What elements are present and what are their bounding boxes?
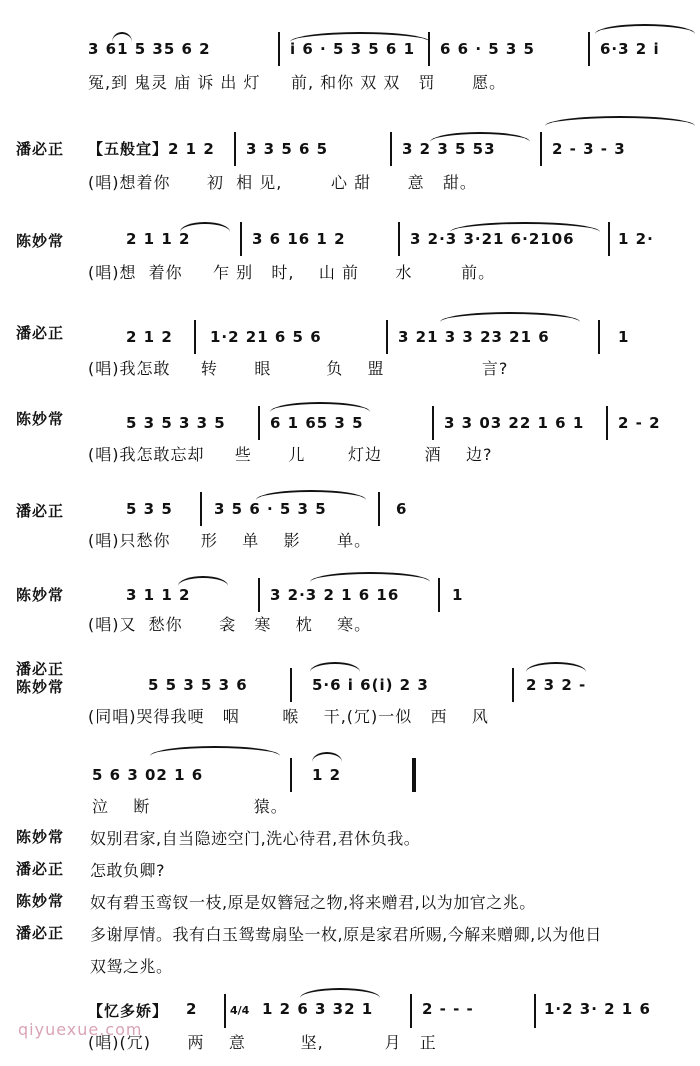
notes-measure: 5 6 3 02 1 6 [92, 766, 204, 784]
notes-measure: 2 [186, 1000, 198, 1018]
slur [256, 490, 366, 500]
end-barline [412, 758, 416, 792]
barline [386, 320, 388, 354]
notes-measure: 2 - 3 - 3 [552, 140, 626, 158]
notes-measure: 3 2 3 5 53 [402, 140, 496, 158]
lyrics: (唱)想 着你 乍 别 时, 山 前 水 前。 [88, 263, 496, 282]
barline [390, 132, 392, 166]
notes-measure: 1 2· [618, 230, 654, 248]
speaker-name: 潘必正 [16, 860, 65, 878]
lyrics: 泣 断 猿。 [92, 797, 288, 816]
barline [290, 668, 292, 702]
notes-measure: 3 2·3 3·21 6·2106 [410, 230, 575, 248]
slur [180, 222, 230, 232]
notes-measure: 3 2·3 2 1 6 16 [270, 586, 400, 604]
notes-measure: 2 - 2 [618, 414, 661, 432]
speaker-name: 潘必正 [16, 324, 65, 342]
notes-measure: 2 3 2 - [526, 676, 587, 694]
notes-measure: 5·6 i 6(i) 2 3 [312, 676, 429, 694]
slur [310, 662, 360, 672]
notes-measure: 3 1 1 2 [126, 586, 191, 604]
barline [240, 222, 242, 256]
notes-measure: 3 61 5 35 6 2 [88, 40, 211, 58]
barline [588, 32, 590, 66]
notes-measure: 3 3 5 6 5 [246, 140, 329, 158]
slur [178, 576, 228, 586]
barline [428, 32, 430, 66]
barline [258, 578, 260, 612]
barline [432, 406, 434, 440]
notes-measure: 5 3 5 [126, 500, 173, 518]
slur [526, 662, 586, 672]
barline [234, 132, 236, 166]
notes-measure: 1 [618, 328, 630, 346]
dialogue-line: 多谢厚情。我有白玉鸳鸯扇坠一枚,原是家君所赐,今解来赠卿,以为他日 [90, 925, 602, 944]
speaker-name: 潘必正 [16, 140, 65, 158]
notes-measure: 3 3 03 22 1 6 1 [444, 414, 585, 432]
barline [512, 668, 514, 702]
slur [270, 402, 370, 412]
barline [398, 222, 400, 256]
notes-measure: 2 - - - [422, 1000, 474, 1018]
speaker-name: 陈妙常 [16, 892, 65, 910]
dialogue-line: 奴别君家,自当隐迹空门,洗心待君,君休负我。 [90, 829, 421, 848]
notes-measure: 6 6 · 5 3 5 [440, 40, 535, 58]
slur [450, 222, 600, 232]
barline [608, 222, 610, 256]
notes-measure: 3 5 6 · 5 3 5 [214, 500, 327, 518]
slur [440, 312, 580, 322]
slur [545, 116, 695, 126]
barline [194, 320, 196, 354]
slur [310, 572, 430, 582]
lyrics: (唱)我怎敢 转 眼 负 盟 言? [88, 359, 509, 378]
notes-measure: 1·2 3· 2 1 6 [544, 1000, 651, 1018]
notes-measure: 2 1 1 2 [126, 230, 191, 248]
slur [150, 746, 280, 756]
speaker-name: 陈妙常 [16, 828, 65, 846]
notes-measure: 3 6 16 1 2 [252, 230, 346, 248]
speaker-name: 潘必正 [16, 502, 65, 520]
dialogue-line: 奴有碧玉鸾钗一枝,原是奴簪冠之物,将来赠君,以为加官之兆。 [90, 893, 536, 912]
speaker-name: 陈妙常 [16, 410, 65, 428]
notes-measure: 1 [452, 586, 464, 604]
notes-measure: 2 1 2 [126, 328, 173, 346]
lyrics: (唱)(冗) 两 意 坚, 月 正 [88, 1033, 437, 1052]
barline [410, 994, 412, 1028]
notes-measure: 3 21 3 3 23 21 6 [398, 328, 550, 346]
lyrics: 冤,到 鬼灵 庙 诉 出 灯 前, 和你 双 双 罚 愿。 [88, 73, 507, 92]
slur [595, 24, 695, 34]
barline [200, 492, 202, 526]
dialogue-line: 双鸳之兆。 [90, 957, 173, 976]
slur [312, 752, 342, 762]
lyrics: (唱)我怎敢忘却 些 儿 灯边 酒 边? [88, 445, 493, 464]
speaker-name: 陈妙常 [16, 586, 65, 604]
notes-measure: 2 1 2 [168, 140, 215, 158]
tune-name: 【忆多娇】 [88, 1002, 169, 1020]
notes-measure: 1·2 21 6 5 6 [210, 328, 322, 346]
barline [606, 406, 608, 440]
speaker-name: 潘必正 [16, 924, 65, 942]
lyrics: (唱)想着你 初 相 见, 心 甜 意 甜。 [88, 173, 477, 192]
speaker-name: 潘必正 陈妙常 [16, 660, 65, 696]
lyrics: (唱)只愁你 形 单 影 单。 [88, 531, 372, 550]
barline [224, 994, 226, 1028]
notes-measure: 1 2 6 3 32 1 [262, 1000, 374, 1018]
notes-measure: 5 3 5 3 3 5 [126, 414, 226, 432]
dialogue-line: 怎敢负卿? [90, 861, 165, 880]
time-signature: 4/4 [230, 1004, 250, 1017]
notes-measure: 5 5 3 5 3 6 [148, 676, 248, 694]
notes-measure: i 6 · 5 3 5 6 1 [290, 40, 416, 58]
barline [540, 132, 542, 166]
notes-measure: 6 [396, 500, 408, 518]
notes-measure: 6 1 65 3 5 [270, 414, 364, 432]
barline [598, 320, 600, 354]
barline [258, 406, 260, 440]
tune-name: 【五般宜】 [88, 140, 169, 158]
barline [378, 492, 380, 526]
speaker-name: 陈妙常 [16, 232, 65, 250]
lyrics: (同唱)哭得我哽 咽 喉 干,(冗)一似 西 风 [88, 707, 489, 726]
slur [430, 132, 530, 142]
barline [290, 758, 292, 792]
barline [278, 32, 280, 66]
lyrics: (唱)又 愁你 衾 寒 枕 寒。 [88, 615, 372, 634]
barline [534, 994, 536, 1028]
watermark-logo: qiyuexue.com [18, 1020, 143, 1039]
notes-measure: 1 2 [312, 766, 342, 784]
slur [300, 988, 380, 998]
barline [438, 578, 440, 612]
notes-measure: 6·3 2 i [600, 40, 660, 58]
